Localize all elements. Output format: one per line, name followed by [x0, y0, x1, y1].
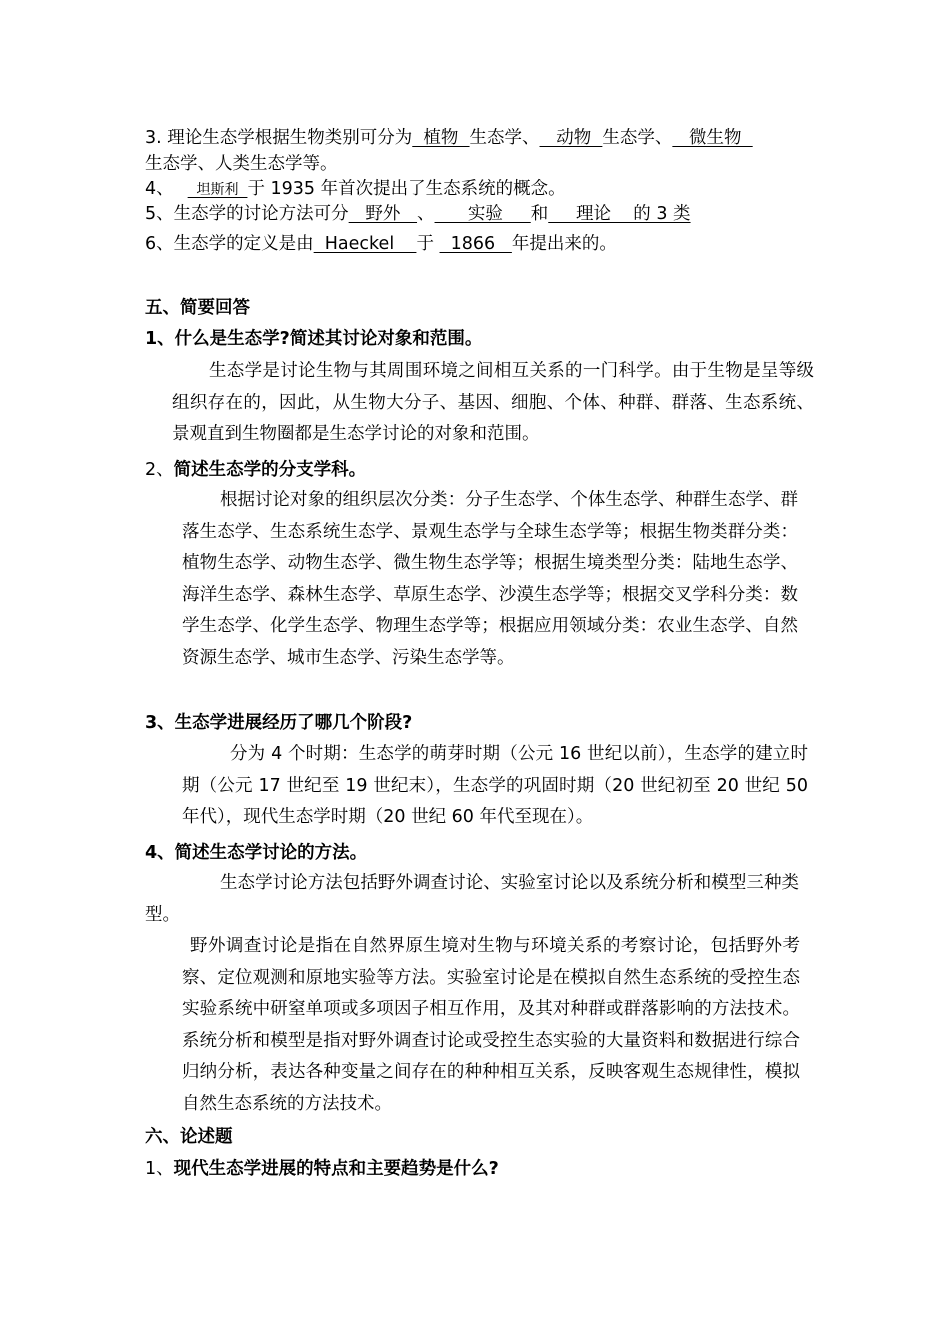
q3-continuation: 生态学、人类生态学等。: [145, 154, 338, 174]
fill-in-q6: [145, 233, 617, 255]
q5-text-2: 和: [530, 204, 549, 224]
q6-text-1: 于: [416, 234, 440, 254]
section-6-q1-title: [145, 1158, 499, 1180]
q6-prefix: 6、生态学的定义是由: [145, 234, 314, 254]
section-5-q2-answer: 根据讨论对象的组织层次分类：分子生态学、个体生态学、种群生态学、群落生态学、生态系统生态学、景观生态学与全球生态学等；根据生物类群分类：植物生态学、动物生态学、微生物生态学等；根据生境类型分类：陆地生态学、海洋生态学、森林生态学、草原生态学、沙漠生态学等；根据交叉学科分类：数学生态学、化学生态学、物理生态学等；根据应用领域分类：农业生态学、自然资源生态学、城市生态学、污染生态学等。: [182, 490, 798, 668]
section-6-q1-title-text: 现代生态学进展的特点和主要趋势是什么?: [173, 1159, 499, 1179]
q4-blank-tansley: 坦斯利: [187, 182, 248, 198]
q3-text-2: 生态学、: [602, 128, 673, 148]
section-5-q4-answer-1: 生态学讨论方法包括野外调查讨论、实验室讨论以及系统分析和模型三种类型。: [145, 873, 799, 925]
q5-prefix: 5、生态学的讨论方法可分: [145, 204, 349, 224]
q3-blank-plant: 植物: [412, 128, 470, 148]
q5-blank-experiment: 实验: [434, 204, 531, 224]
q4-suffix: 于 1935 年首次提出了生态系统的概念。: [247, 179, 566, 199]
section-5-heading: 五、简要回答: [145, 298, 250, 318]
fill-in-q3-continued: [145, 153, 338, 175]
section-6-heading: 六、论述题: [145, 1127, 233, 1147]
fill-in-q5: [145, 203, 691, 225]
q3-text-1: 生态学、: [469, 128, 540, 148]
q5-blank-theory: 理论 的 3 类: [548, 204, 691, 224]
q6-blank-haeckel: Haeckel: [313, 234, 417, 254]
fill-in-q4: [145, 178, 566, 201]
section-5-q3-title: 3、生态学进展经历了哪几个阶段?: [145, 713, 413, 733]
q5-text-1: 、: [417, 204, 435, 224]
q5-blank-field: 野外: [348, 204, 418, 224]
q6-suffix: 年提出来的。: [511, 234, 617, 254]
fill-in-q3: [145, 127, 753, 149]
q6-blank-year: 1866: [439, 234, 512, 254]
section-5-q3-answer: 分为 4 个时期：生态学的萌芽时期（公元 16 世纪以前），生态学的建立时期（公元 17 世纪至 19 世纪末），生态学的巩固时期（20 世纪初至 20 世纪 50 年代），现代生态学时期（20 世纪 60 年代至现在）。: [182, 744, 808, 827]
section-5-q2-title: [145, 459, 366, 481]
q3-prefix: 3. 理论生态学根据生物类别可分为: [145, 128, 413, 148]
section-5-q1-answer: 生态学是讨论生物与其周围环境之间相互关系的一门科学。由于生物是呈等级组织存在的，因此，从生物大分子、基因、细胞、个体、种群、群落、生态系统、景观直到生物圈都是生态学讨论的对象和范围。: [172, 361, 814, 444]
section-5-q4-answer-2: 野外调查讨论是指在自然界原生境对生物与环境关系的考察讨论，包括野外考察、定位观测和原地实验等方法。实验室讨论是在模拟自然生态系统的受控生态实验系统中研窒单项或多项因子相互作用，及其对种群或群落影响的方法技术。系统分析和模型是指对野外调查讨论或受控生态实验的大量资料和数据进行综合归纳分析，表达各种变量之间存在的种种相互关系，反映客观生态规律性，模拟自然生态系统的方法技术。: [182, 936, 800, 1114]
q3-blank-animal: 动物: [539, 128, 603, 148]
q3-blank-microbe: 微生物: [672, 128, 753, 148]
section-5-q2-title-text: 简述生态学的分支学科。: [173, 460, 367, 480]
section-5-q2-number: 2、: [145, 460, 174, 480]
section-5-q1-title: 1、什么是生态学?简述其讨论对象和范围。: [145, 329, 483, 349]
section-6-q1-number: 1、: [145, 1159, 174, 1179]
section-5-q4-title: 4、简述生态学讨论的方法。: [145, 843, 368, 863]
q4-prefix: 4、: [145, 179, 174, 199]
